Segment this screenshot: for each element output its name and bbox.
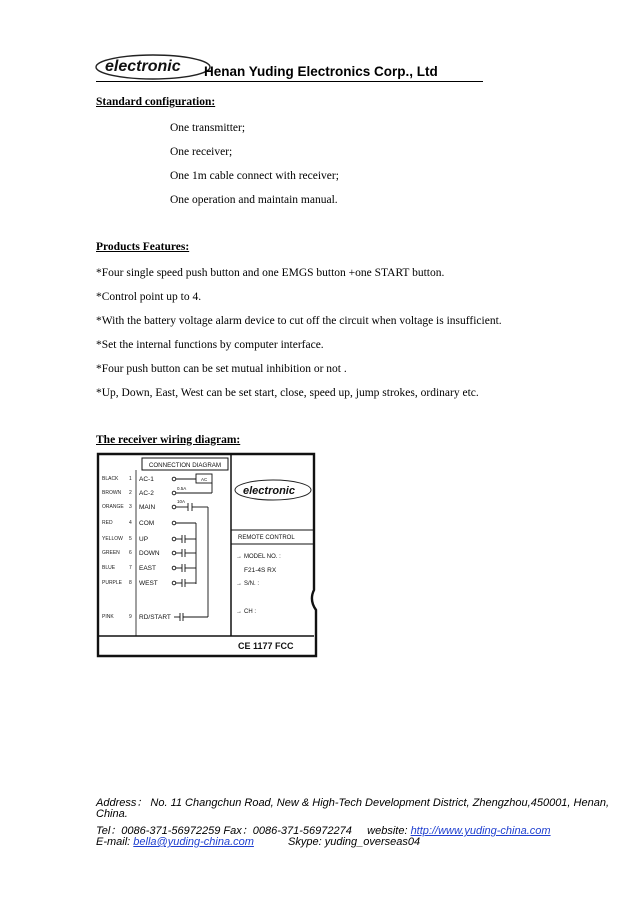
website-link[interactable]: http://www.yuding-china.com xyxy=(410,825,551,837)
feature-item: *Set the internal functions by computer interface. xyxy=(96,339,324,351)
wire-number: 3 xyxy=(129,504,132,510)
wire-number: 7 xyxy=(129,565,132,571)
wire-number: 5 xyxy=(129,536,132,542)
email-label: E-mail: xyxy=(96,836,131,848)
terminal-label: DOWN xyxy=(139,550,160,557)
standard-configuration-heading: Standard configuration: xyxy=(96,96,216,108)
feature-item: *Four push button can be set mutual inhibition or not . xyxy=(96,363,347,375)
remote-control-label: REMOTE CONTROL xyxy=(238,535,295,541)
wire-color-label: GREEN xyxy=(102,550,120,556)
arrow-icon: → xyxy=(236,609,242,615)
wire-color-label: YELLOW xyxy=(102,536,123,542)
wire-number: 4 xyxy=(129,520,132,526)
feature-item: *Four single speed push button and one EMGS button +one START button. xyxy=(96,267,445,279)
skype-id: Skype: yuding_overseas04 xyxy=(288,836,421,848)
header-rule xyxy=(96,81,483,82)
wire-color-label: ORANGE xyxy=(102,504,124,510)
wire-number: 6 xyxy=(129,550,132,556)
wire-number: 1 xyxy=(129,476,132,482)
fuse-label: 0.5A xyxy=(177,486,187,491)
model-label: MODEL NO. : xyxy=(244,554,281,560)
email-line xyxy=(96,836,420,848)
arrow-icon: → xyxy=(236,554,242,560)
wire-color-label: PURPLE xyxy=(102,580,123,586)
electronic-logo xyxy=(93,51,213,81)
terminal-label: UP xyxy=(139,536,149,543)
wire-number: 8 xyxy=(129,580,132,586)
config-item: One operation and maintain manual. xyxy=(170,194,338,206)
wire-color-label: BLUE xyxy=(102,565,116,571)
terminal-label: AC-2 xyxy=(139,490,154,497)
terminal-label: EAST xyxy=(139,565,156,572)
address-line: Address： No. 11 Changchun Road, New & High-Tech Development District, Zhengzhou,450001, Henan, xyxy=(96,797,610,809)
diagram-logo-text: electronic xyxy=(243,485,295,497)
feature-item: *With the battery voltage alarm device to cut off the circuit when voltage is insufficient. xyxy=(96,315,502,327)
feature-item: *Up, Down, East, West can be set start, close, speed up, jump strokes, ordinary etc. xyxy=(96,387,479,399)
terminal-label: MAIN xyxy=(139,504,156,511)
config-item: One 1m cable connect with receiver; xyxy=(170,170,339,182)
terminal-label: RD/START xyxy=(139,614,171,621)
logo-text: electronic xyxy=(105,58,181,75)
ch-label: CH : xyxy=(244,609,256,615)
email-link[interactable]: bella@yuding-china.com xyxy=(133,836,254,848)
certification-label: CE 1177 FCC xyxy=(238,641,294,651)
website-label: website: xyxy=(367,825,408,837)
wire-color-label: BLACK xyxy=(102,476,119,482)
arrow-icon: → xyxy=(236,581,242,587)
wire-color-label: RED xyxy=(102,520,113,526)
company-name: Henan Yuding Electronics Corp., Ltd xyxy=(204,64,438,79)
config-item: One receiver; xyxy=(170,146,233,158)
receiver-wiring-diagram xyxy=(96,450,318,660)
tel-fax: Tel：0086-371-56972259 Fax：0086-371-56972274 xyxy=(96,825,352,837)
diagram-title: CONNECTION DIAGRAM xyxy=(148,462,222,469)
products-features-heading: Products Features: xyxy=(96,241,190,253)
fuse-label: 10A xyxy=(177,499,186,504)
wiring-diagram-heading: The receiver wiring diagram: xyxy=(96,434,241,446)
model-value: F21-4S RX xyxy=(244,567,277,574)
wire-number: 2 xyxy=(129,490,132,496)
terminal-label: AC-1 xyxy=(139,476,154,483)
config-item: One transmitter; xyxy=(170,122,246,134)
terminal-label: COM xyxy=(139,520,155,527)
wire-number: 9 xyxy=(129,614,132,620)
terminal-label: WEST xyxy=(139,580,158,587)
ac-label: AC xyxy=(201,477,208,482)
wire-color-label: PINK xyxy=(102,614,114,620)
wire-color-label: BROWN xyxy=(102,490,122,496)
sn-label: S/N. : xyxy=(244,581,260,587)
address-line-2: China. xyxy=(96,808,128,820)
feature-item: *Control point up to 4. xyxy=(96,291,202,303)
